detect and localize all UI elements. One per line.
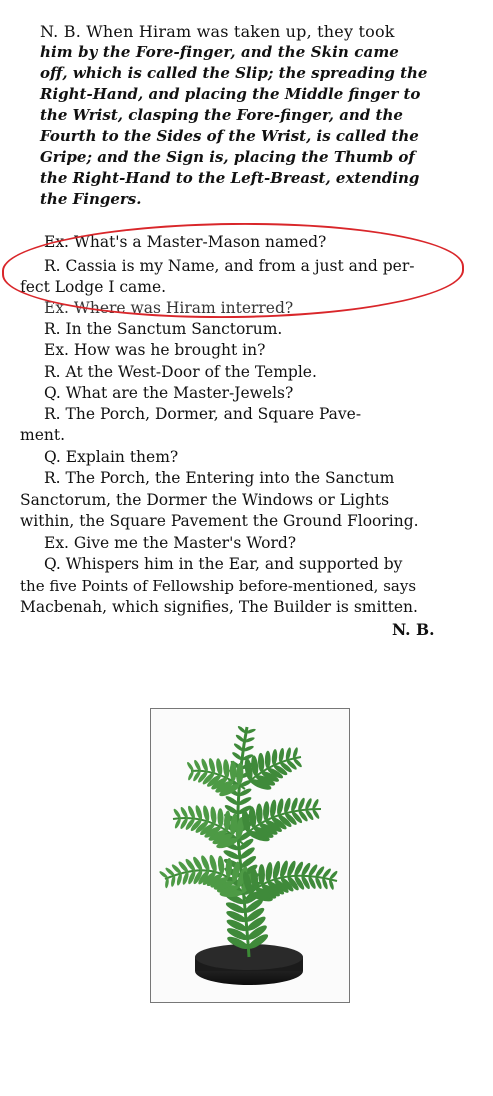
dialogue-line: ment. <box>20 426 66 444</box>
fern-leaflet <box>258 864 265 885</box>
dialogue-line: Ex. How was he brought in? <box>44 341 266 359</box>
dialogue-line: Q. Explain them? <box>44 448 179 466</box>
fern-leaflet <box>256 803 263 824</box>
note-line: the Fingers. <box>40 190 142 208</box>
dialogue-line: R. In the Sanctum Sanctorum. <box>44 320 283 338</box>
dialogue-line: Ex. Give me the Master's Word? <box>44 534 297 552</box>
fern-leaflets <box>158 725 338 951</box>
fern-leaflet <box>223 759 231 778</box>
note-line: him by the Fore-finger, and the Skin came <box>40 43 399 61</box>
dialogue-line: Ex. Where was Hiram interred? <box>44 299 294 317</box>
dialogue-line: the five Points of Fellowship before-mentioned, says <box>20 577 417 595</box>
dialogue-line: Sanctorum, the Dormer the Windows or Lights <box>20 491 390 509</box>
dialogue-line: Q. Whispers him in the Ear, and supported by <box>44 555 403 573</box>
fern-leaflet <box>258 753 265 773</box>
note-line: N. B. When Hiram was taken up, they took <box>40 22 395 41</box>
fern-plant-icon <box>151 709 349 1002</box>
dialogue-line: within, the Square Pavement the Ground Flooring. <box>20 512 419 530</box>
dialogue-line: Q. What are the Master-Jewels? <box>44 384 294 402</box>
note-line: off, which is called the Slip; the spreading the <box>40 64 428 82</box>
dialogue-line: Macbenah, which signifies, The Builder is smitten. <box>20 598 418 616</box>
fern-leaflet <box>186 761 195 772</box>
fern-leaflet <box>217 808 224 827</box>
dialogue-line: R. The Porch, Dormer, and Square Pave- <box>44 405 362 423</box>
note-line: the Wrist, clasping the Fore-finger, and the <box>40 106 403 124</box>
note-line: the Right-Hand to the Left-Breast, extending <box>40 169 420 187</box>
fern-model-image <box>150 708 350 1003</box>
dialogue-line: fect Lodge I came. <box>20 278 167 296</box>
dialogue-line: R. Cassia is my Name, and from a just and per- <box>44 257 415 275</box>
fern-leaflet <box>265 751 271 769</box>
note-line: Gripe; and the Sign is, placing the Thumb of <box>40 148 415 166</box>
note-line: Right-Hand, and placing the Middle finger to <box>40 85 421 103</box>
dialogue-line: N. B. <box>392 620 435 639</box>
fern-leaflet <box>262 801 269 821</box>
dialogue-line: R. The Porch, the Entering into the Sanctum <box>44 469 395 487</box>
note-line: Fourth to the Sides of the Wrist, is called the <box>40 127 419 145</box>
dialogue-line: R. At the West-Door of the Temple. <box>44 363 317 381</box>
dialogue-line: Ex. What's a Master-Mason named? <box>44 233 327 251</box>
